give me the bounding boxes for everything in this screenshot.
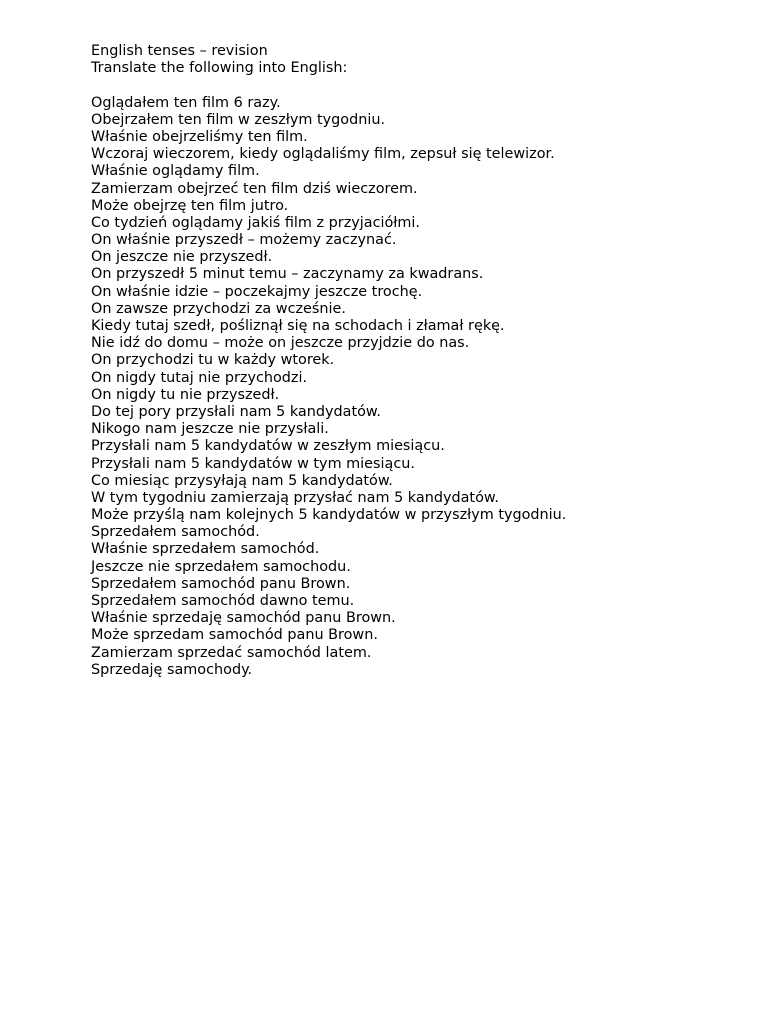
sentence-line: Właśnie oglądamy film. <box>91 163 260 180</box>
sentence-line: Nie idź do domu – może on jeszcze przyjdzie do nas. <box>91 335 470 352</box>
sentence-line: Jeszcze nie sprzedałem samochodu. <box>91 558 351 575</box>
sentence-line: On zawsze przychodzi za wcześnie. <box>91 300 346 317</box>
sentence-line: Sprzedałem samochód. <box>91 524 260 541</box>
sentence-line: Przysłali nam 5 kandydatów w zeszłym miesiącu. <box>91 438 445 455</box>
instruction-text: Translate the following into English: <box>91 60 348 77</box>
sentence-line: Co miesiąc przysyłają nam 5 kandydatów. <box>91 472 393 489</box>
sentence-line: Może obejrzę ten film jutro. <box>91 197 289 214</box>
sentence-line: On przychodzi tu w każdy wtorek. <box>91 352 335 369</box>
sentence-line: Wczoraj wieczorem, kiedy oglądaliśmy film, zepsuł się telewizor. <box>91 146 555 163</box>
sentence-line: Do tej pory przysłali nam 5 kandydatów. <box>91 403 381 420</box>
sentence-line: Co tydzień oglądamy jakiś film z przyjaciółmi. <box>91 214 420 231</box>
sentence-line: On nigdy tu nie przyszedł. <box>91 386 280 403</box>
sentence-line: Zamierzam obejrzeć ten film dziś wieczorem. <box>91 180 418 197</box>
sentence-line: On przyszedł 5 minut temu – zaczynamy za kwadrans. <box>91 266 484 283</box>
sentence-line: Nikogo nam jeszcze nie przysłali. <box>91 421 329 438</box>
sentence-line: Właśnie sprzedaję samochód panu Brown. <box>91 610 396 627</box>
document-body <box>91 43 731 679</box>
sentence-line: Sprzedaję samochody. <box>91 661 253 678</box>
sentence-line: Właśnie obejrzeliśmy ten film. <box>91 128 308 145</box>
sentence-line: Może sprzedam samochód panu Brown. <box>91 627 378 644</box>
sentence-line: Oglądałem ten film 6 razy. <box>91 94 281 111</box>
blank-line <box>91 77 731 94</box>
sentence-line: W tym tygodniu zamierzają przysłać nam 5 kandydatów. <box>91 489 499 506</box>
document-title: English tenses – revision <box>91 43 268 59</box>
sentence-line: Zamierzam sprzedać samochód latem. <box>91 644 372 661</box>
sentence-list <box>91 95 731 679</box>
sentence-line: Kiedy tutaj szedł, pośliznął się na schodach i złamał rękę. <box>91 318 505 334</box>
sentence-line: On właśnie idzie – poczekajmy jeszcze trochę. <box>91 283 423 300</box>
sentence-line: Właśnie sprzedałem samochód. <box>91 541 320 558</box>
sentence-line: Może przyślą nam kolejnych 5 kandydatów w przyszłym tygodniu. <box>91 507 567 524</box>
sentence-line: On jeszcze nie przyszedł. <box>91 249 273 266</box>
sentence-line: Obejrzałem ten film w zeszłym tygodniu. <box>91 111 386 128</box>
sentence-line: Sprzedałem samochód panu Brown. <box>91 575 351 592</box>
sentence-line: On nigdy tutaj nie przychodzi. <box>91 369 308 386</box>
sentence-line: Przysłali nam 5 kandydatów w tym miesiącu. <box>91 455 415 472</box>
sentence-line: Sprzedałem samochód dawno temu. <box>91 593 355 609</box>
sentence-line: On właśnie przyszedł – możemy zaczynać. <box>91 232 397 249</box>
